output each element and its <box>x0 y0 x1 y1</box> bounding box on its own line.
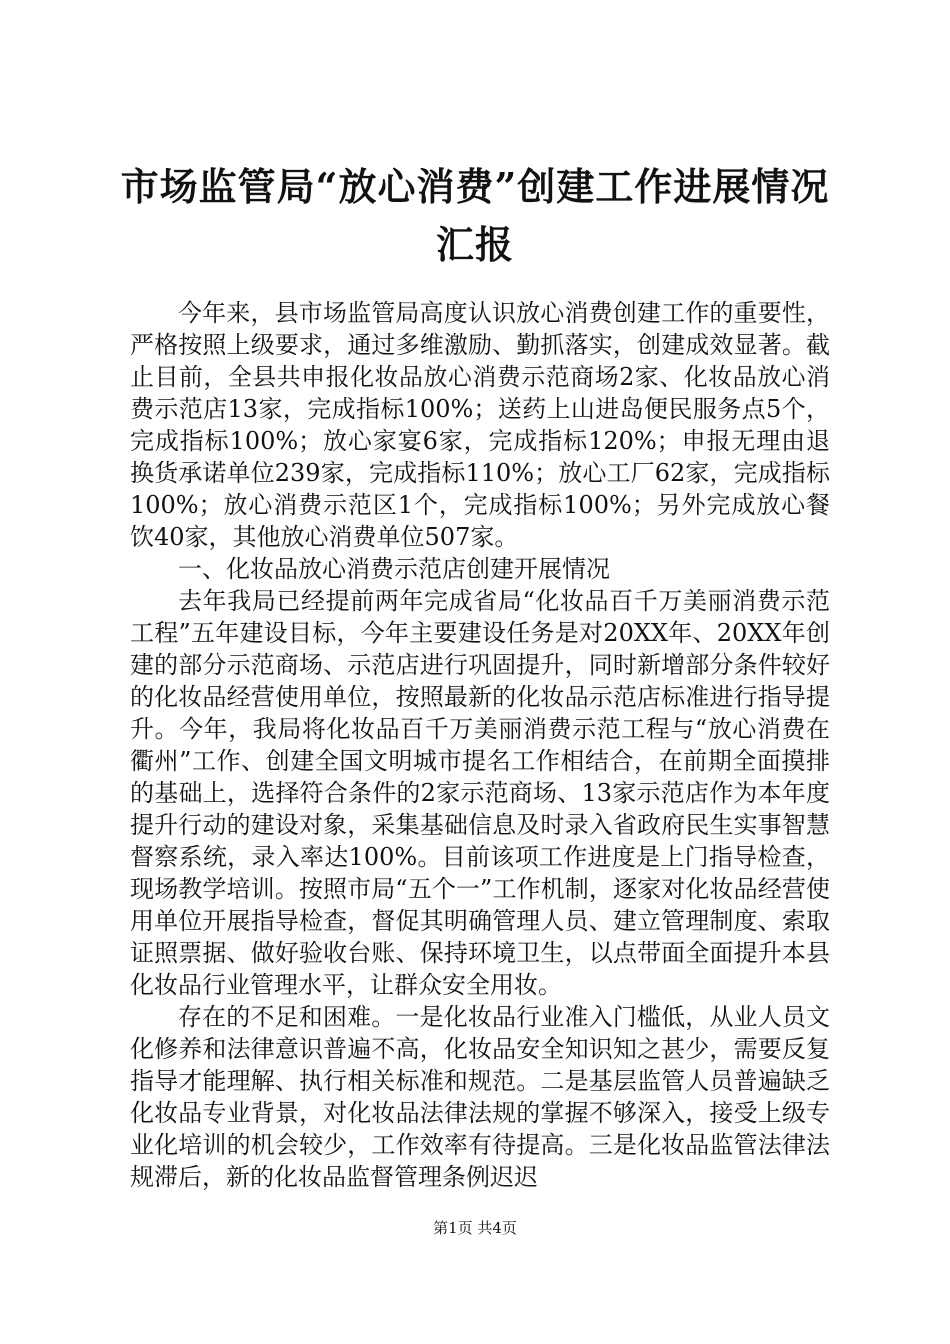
paragraph-cosmetics: 去年我局已经提前两年完成省局“化妆品百千万美丽消费示范工程”五年建设目标，今年主要建设任务是对20XX年、20XX年创建的部分示范商场、示范店进行巩固提升，同时新增部分条件较好的化妆品经营使用单位，按照最新的化妆品示范店标准进行指导提升。今年，我局将化妆品百千万美丽消费示范工程与“放心消费在衢州”工作、创建全国文明城市提名工作相结合，在前期全面摸排的基础上，选择符合条件的2家示范商场、13家示范店作为本年度提升行动的建设对象，采集基础信息及时录入省政府民生实事智慧督察系统，录入率达100%。目前该项工作进度是上门指导检查，现场教学培训。按照市局“五个一”工作机制，逐家对化妆品经营使用单位开展指导检查，督促其明确管理人员、建立管理制度、索取证照票据、做好验收台账、保持环境卫生，以点带面全面提升本县化妆品行业管理水平，让群众安全用妆。 <box>130 587 830 999</box>
page-footer: 第1页 共4页 <box>433 1219 517 1237</box>
document-title: 市场监管局“放心消费”创建工作进展情况汇报 <box>120 164 830 267</box>
document-body <box>130 297 830 1193</box>
paragraph-intro: 今年来，县市场监管局高度认识放心消费创建工作的重要性，严格按照上级要求，通过多维激励、勤抓落实，创建成效显著。截止目前，全县共申报化妆品放心消费示范商场2家、化妆品放心消费示范店13家，完成指标100%；送药上山进岛便民服务点5个，完成指标100%；放心家宴6家，完成指标120%；申报无理由退换货承诺单位239家，完成指标110%；放心工厂62家，完成指标100%；放心消费示范区1个，完成指标100%；另外完成放心餐饮40家，其他放心消费单位507家。 <box>130 299 830 551</box>
section-heading: 一、化妆品放心消费示范店创建开展情况 <box>178 555 610 583</box>
paragraph-difficulties: 存在的不足和困难。一是化妆品行业准入门槛低，从业人员文化修养和法律意识普遍不高，化妆品安全知识知之甚少，需要反复指导才能理解、执行相关标准和规范。二是基层监管人员普遍缺乏化妆品专业背景，对化妆品法律法规的掌握不够深入，接受上级专业化培训的机会较少，工作效率有待提高。三是化妆品监管法律法规滞后，新的化妆品监督管理条例迟迟 <box>130 1003 830 1191</box>
